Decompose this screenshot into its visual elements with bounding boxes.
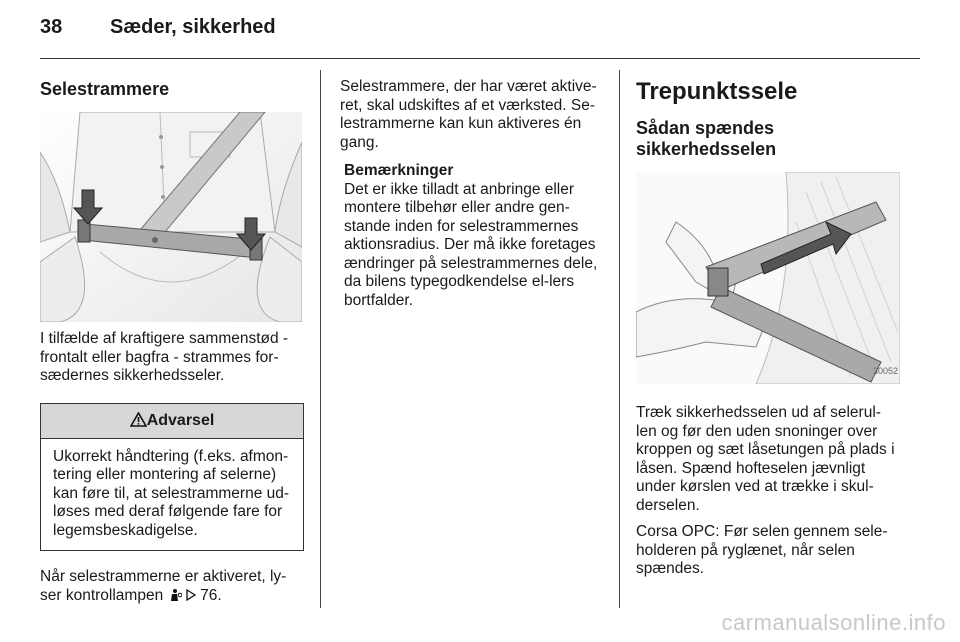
warning-box	[40, 403, 304, 552]
column-1	[40, 78, 304, 605]
replacement-paragraph: Selestrammere, der har været aktive-ret, skal udskiftes af et værksted. Se-lestrammerne kan kun aktiveres én gang.	[340, 78, 597, 151]
note-text: Det er ikke tilladt at anbringe eller montere tilbehør eller andre gen-stande inden for selestrammernes aktionsradius. Der må ikke foretages ændringer på selestrammernes dele, da bilens typegodkendelse el-lers bortfalder.	[344, 180, 598, 309]
column-3	[636, 78, 900, 579]
fastening-figure	[636, 172, 900, 384]
figure-number: 30052	[872, 365, 898, 376]
page-reference-icon	[186, 589, 196, 601]
tensioner-paragraph: I tilfælde af kraftigere sammenstød - frontalt eller bagfra - strammes for-sædernes sikkerhedsseler.	[40, 330, 289, 384]
column-2	[340, 78, 604, 310]
note-block	[344, 162, 604, 310]
header-divider	[40, 58, 920, 59]
page-reference: 76.	[200, 586, 222, 604]
opc-paragraph: Corsa OPC: Før selen gennem sele-holderen på ryglænet, når selen spændes.	[636, 523, 888, 577]
warning-triangle-icon	[130, 412, 147, 427]
chapter-title: Sæder, sikkerhed	[110, 16, 276, 38]
subheading-fastening: Sådan spændes sikkerhedsselen	[636, 118, 777, 159]
warning-text: Ukorrekt håndtering (f.eks. afmon-tering eller montering af selerne) kan føre til, at selestrammerne ud-løses med deraf følgende fare for legemsbeskadigelse.	[53, 447, 290, 539]
section-heading-three-point-belt: Trepunktssele	[636, 78, 798, 105]
fastening-illustration	[636, 172, 900, 384]
section-heading-belt-tensioners: Selestrammere	[40, 79, 170, 99]
indicator-paragraph	[40, 568, 304, 605]
page-header	[40, 16, 920, 52]
airbag-warning-icon	[168, 588, 182, 602]
watermark: carmanualsonline.info	[721, 610, 946, 635]
column-divider-2	[619, 70, 620, 608]
indicator-text: Når selestrammerne er aktiveret, ly-ser kontrollampen	[40, 568, 287, 604]
column-divider-1	[320, 70, 321, 608]
belt-tensioner-illustration	[40, 112, 302, 322]
page-number: 38	[40, 16, 63, 38]
note-title: Bemærkninger	[344, 162, 454, 179]
warning-title: Advarsel	[146, 411, 215, 429]
warning-header	[41, 404, 303, 439]
fastening-paragraph: Træk sikkerhedsselen ud af selerul-len og før den uden snoninger over kroppen og sæt låsetungen på plads i låsen. Spænd hofteselen jævnligt under kørslen ved at trække i skul-derselen.	[636, 404, 895, 514]
